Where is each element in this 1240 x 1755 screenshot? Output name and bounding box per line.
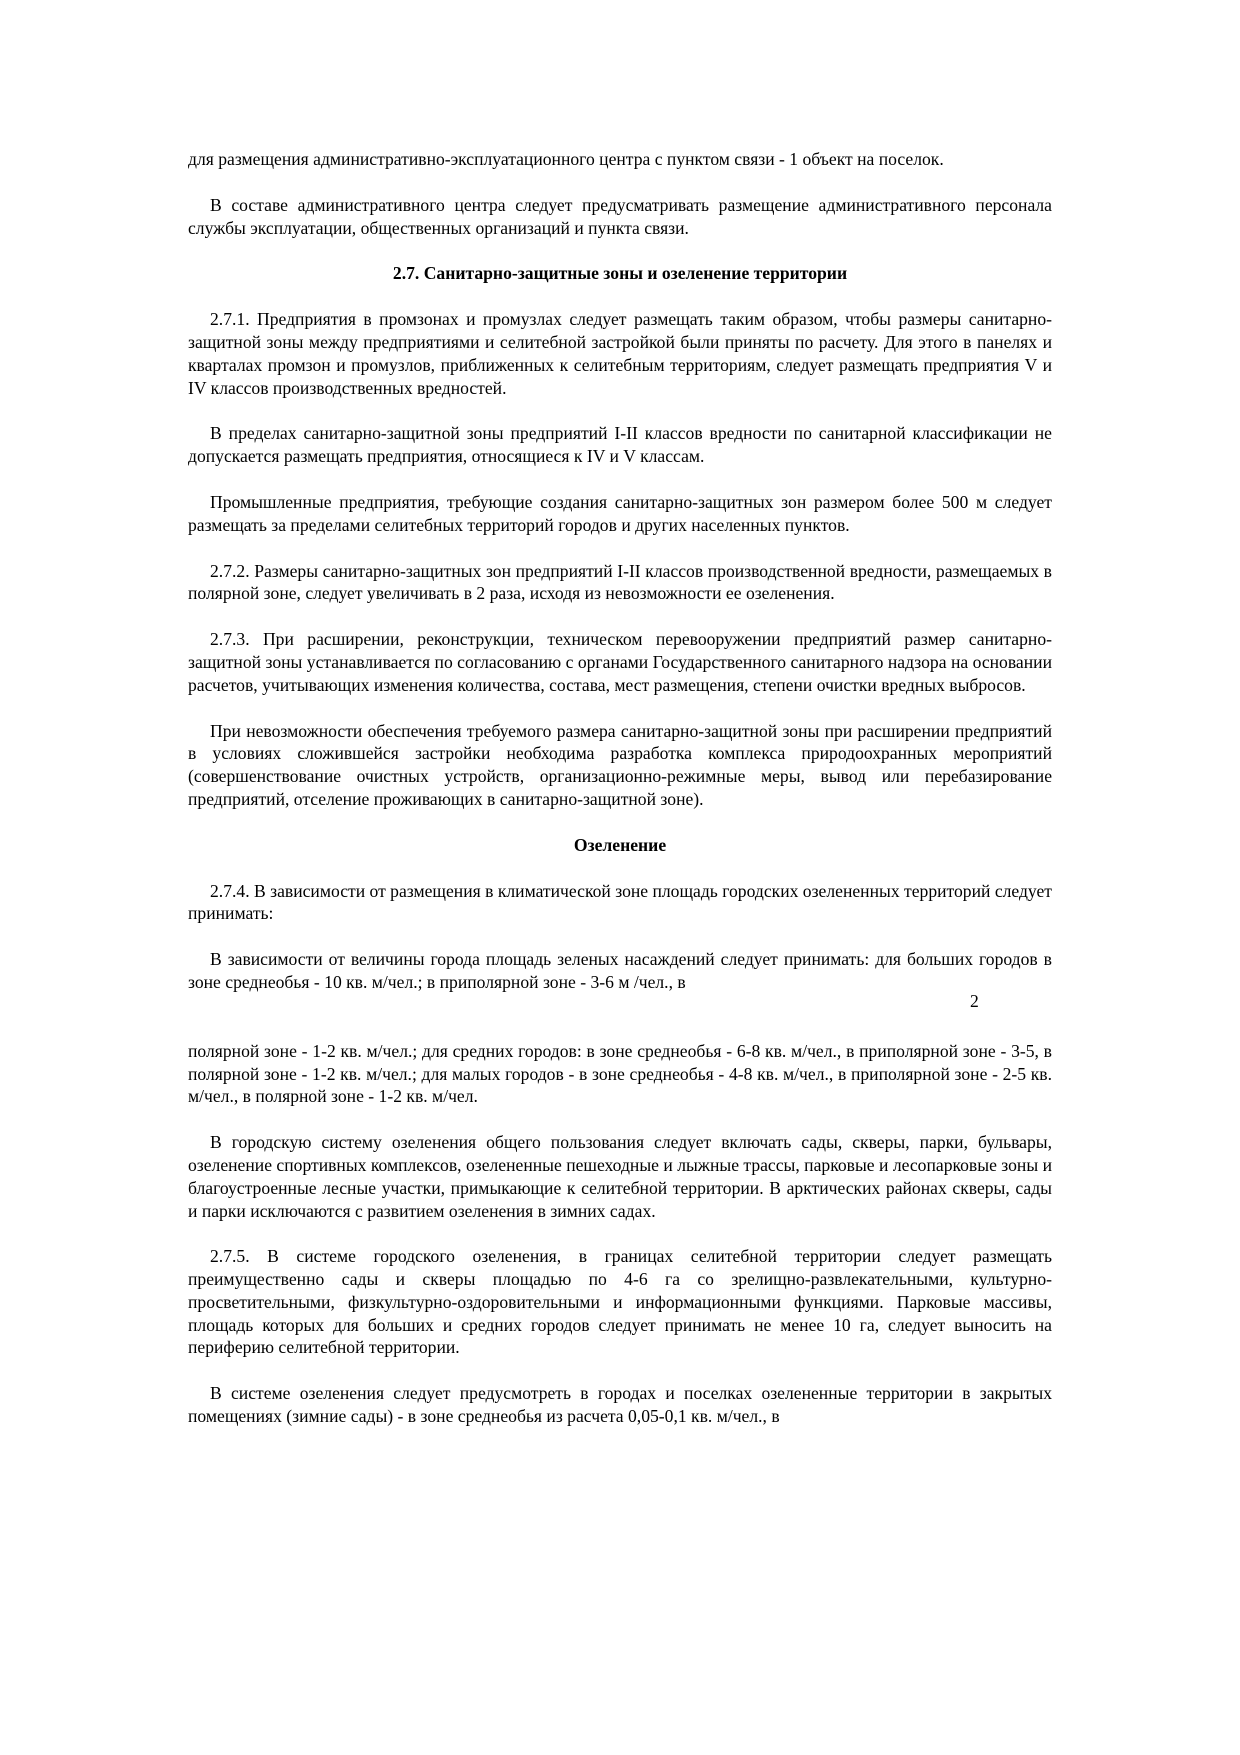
document-body [188, 148, 1052, 1451]
paragraph-2-7-2: 2.7.2. Размеры санитарно-защитных зон предприятий I-II классов производственной вредности, размещаемых в полярной зоне, следует увеличивать в 2 раза, исходя из невозможности ее озеленения. [188, 560, 1052, 604]
paragraph-admin-center-staff: В составе административного центра следует предусматривать размещение административного персонала службы эксплуатации, общественных организаций и пункта связи. [188, 194, 1052, 238]
superscript-2: 2 [970, 990, 979, 1011]
paragraph-2-7-4-green-area-cont: полярной зоне - 1-2 кв. м/чел.; для средних городов: в зоне среднеобья - 6-8 кв. м/чел., в приполярной зоне - 3-5, в полярной зоне - 1-2 кв. м/чел.; для малых городов - в зоне среднеобья - 4-8 кв. м/чел., в приполярной зоне - 2-5 кв. м/чел., в полярной зоне - 1-2 кв. м/чел. [188, 1040, 1052, 1107]
paragraph-2-7-1-sanitary-zone: В пределах санитарно-защитной зоны предприятий I-II классов вредности по санитарной классификации не допускается размещать предприятия, относящиеся к IV и V классам. [188, 423, 1052, 467]
paragraph-2-7-1-industrial: Промышленные предприятия, требующие создания санитарно-защитных зон размером более 500 м следует размещать за пределами селитебных территорий городов и других населенных пунктов. [188, 491, 1052, 535]
paragraph-2-7-1: 2.7.1. Предприятия в промзонах и промузлах следует размещать таким образом, чтобы размеры санитарно-защитной зоны между предприятиями и селитебной застройкой были приняты по расчету. Для этого в панелях и кварталах промзон и промузлов, приближенных к селитебным территориям, следует размещать предприятия V и IV классов производственных вредностей. [188, 309, 1052, 398]
paragraph-2-7-3: 2.7.3. При расширении, реконструкции, техническом перевооружении предприятий размер санитарно-защитной зоны устанавливается по согласованию с органами Государственного санитарного надзора на основании расчетов, учитывающих изменения количества, состава, мест размещения, степени очистки вредных выбросов. [188, 629, 1052, 695]
superscript-line [188, 990, 1052, 1017]
paragraph-admin-center-placement: для размещения административно-эксплуатационного центра с пунктом связи - 1 объект на поселок. [188, 149, 944, 169]
section-heading-greening: Озеленение [573, 834, 667, 855]
paragraph-2-7-3-measures: При невозможности обеспечения требуемого размера санитарно-защитной зоны при расширении предприятий в условиях сложившейся застройки необходима разработка комплекса природоохранных мероприятий (совершенствование очистных устройств, организационно-режимные меры, вывод или перебазирование предприятий, отселение проживающих в санитарно-защитной зоне). [188, 720, 1052, 809]
paragraph-2-7-4: 2.7.4. В зависимости от размещения в климатической зоне площадь городских озелененных территорий следует принимать: [188, 880, 1052, 924]
paragraph-2-7-4-city-system: В городскую систему озеленения общего пользования следует включать сады, скверы, парки, бульвары, озеленение спортивных комплексов, озелененные пешеходные и лыжные трассы, парковые и лесопарковые зоны и благоустроенные лесные участки, примыкающие к селитебной территории. В арктических районах скверы, сады и парки исключаются с развитием озеленения в зимних садах. [188, 1132, 1052, 1221]
section-heading-2-7: 2.7. Санитарно-защитные зоны и озеленение территории [392, 263, 848, 284]
paragraph-2-7-4-green-area: В зависимости от величины города площадь зеленых насаждений следует принимать: для больших городов в зоне среднеобья - 10 кв. м/чел.; в приполярной зоне - 3-6 м /чел., в [188, 949, 1052, 992]
paragraph-2-7-5-winter-gardens: В системе озеленения следует предусмотреть в городах и поселках озелененные территории в закрытых помещениях (зимние сады) - в зоне среднеобья из расчета 0,05-0,1 кв. м/чел., в [188, 1383, 1052, 1427]
paragraph-2-7-5: 2.7.5. В системе городского озеленения, в границах селитебной территории следует размещать преимущественно сады и скверы площадью по 4-6 га со зрелищно-развлекательными, культурно-просветительными, физкультурно-оздоровительными и информационными функциями. Парковые массивы, площадь которых для больших и средних городов следует принимать не менее 10 га, следует выносить на периферию селитебной территории. [188, 1246, 1052, 1358]
